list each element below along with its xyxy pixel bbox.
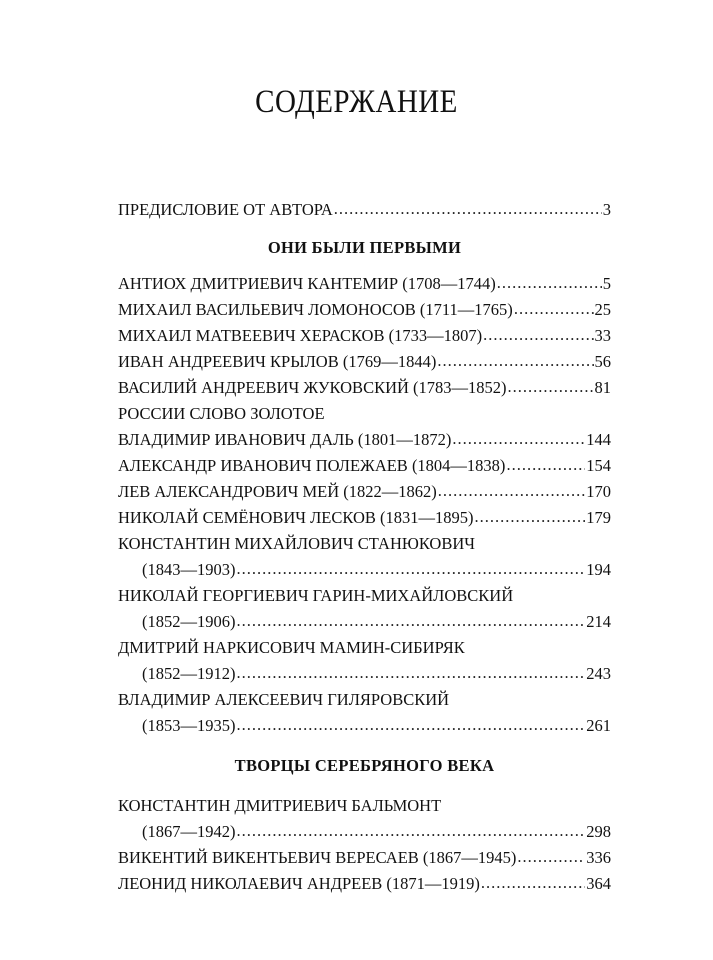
toc-entry[interactable] [118,375,611,401]
leader-dots [334,196,602,222]
page-title: СОДЕРЖАНИЕ [255,84,458,120]
toc-page-number: 81 [594,378,611,397]
leader-dots [481,870,585,896]
section-heading: ТВОРЦЫ СЕРЕБРЯНОГО ВЕКА [234,756,495,775]
toc-page-number: 243 [586,664,611,683]
section-heading-text: РОССИИ СЛОВО ЗОЛОТОЕ [118,404,325,423]
toc-page-number: 298 [586,822,611,841]
toc-page-number: 179 [586,508,611,527]
toc-entry-name: КОНСТАНТИН МИХАЙЛОВИЧ СТАНЮКОВИЧ [118,534,475,553]
leader-dots [237,608,586,634]
toc-page-number: 170 [586,482,611,501]
toc-entry-text: НИКОЛАЙ СЕМЁНОВИЧ ЛЕСКОВ (1831—1895) [118,508,474,527]
toc-entry[interactable] [118,871,611,897]
toc-entry-text: МИХАИЛ ВАСИЛЬЕВИЧ ЛОМОНОСОВ (1711—1765) [118,300,513,319]
toc-entry-text: АЛЕКСАНДР ИВАНОВИЧ ПОЛЕЖАЕВ (1804—1838) [118,456,506,475]
leader-dots [506,452,585,478]
leader-dots [237,660,586,686]
toc-page-number: 56 [594,352,611,371]
toc-entry[interactable] [118,427,611,453]
section-subheading [118,401,611,427]
toc-entry-text: (1843—1903) [142,560,236,579]
toc-entry[interactable] [118,479,611,505]
toc-entry-text: МИХАИЛ МАТВЕЕВИЧ ХЕРАСКОВ (1733—1807) [118,326,483,345]
toc-entry[interactable] [118,297,611,323]
leader-dots [497,270,602,296]
leader-dots [237,712,586,738]
toc-page-number: 154 [586,456,611,475]
toc-entry-text: АНТИОХ ДМИТРИЕВИЧ КАНТЕМИР (1708—1744) [118,274,496,293]
leader-dots [508,374,594,400]
toc-entry-text: ЛЕОНИД НИКОЛАЕВИЧ АНДРЕЕВ (1871—1919) [118,874,480,893]
toc-entry[interactable] [118,713,611,739]
toc-entry[interactable] [118,845,611,871]
toc-entry-name-line[interactable] [118,583,611,609]
toc-page-number: 261 [586,716,611,735]
toc-page-number: 194 [586,560,611,579]
toc-entry[interactable] [118,271,611,297]
section-heading: ОНИ БЫЛИ ПЕРВЫМИ [267,238,462,257]
toc-entry[interactable] [118,453,611,479]
toc-entry[interactable] [118,557,611,583]
toc-page-number: 5 [602,274,611,293]
leader-dots [452,426,585,452]
toc-entry-name: КОНСТАНТИН ДМИТРИЕВИЧ БАЛЬМОНТ [118,796,442,815]
table-of-contents [118,197,611,897]
toc-entry-text: (1852—1906) [142,612,236,631]
toc-entry[interactable] [118,505,611,531]
toc-entry-name: НИКОЛАЙ ГЕОРГИЕВИЧ ГАРИН-МИХАЙЛОВСКИЙ [118,586,514,605]
toc-page-number: 336 [586,848,611,867]
leader-dots [475,504,586,530]
toc-page-number: 214 [586,612,611,631]
toc-entry-name-line[interactable] [118,635,611,661]
toc-page-number: 33 [594,326,611,345]
toc-page-number: 364 [586,874,611,893]
toc-entry-text: ИВАН АНДРЕЕВИЧ КРЫЛОВ (1769—1844) [118,352,437,371]
toc-entry[interactable] [118,349,611,375]
toc-entry-text: ЛЕВ АЛЕКСАНДРОВИЧ МЕЙ (1822—1862) [118,482,437,501]
toc-page-number: 25 [594,300,611,319]
toc-entry-text: (1867—1942) [142,822,236,841]
toc-entry-text: (1853—1935) [142,716,236,735]
toc-entry-text: ПРЕДИСЛОВИЕ ОТ АВТОРА [118,200,333,219]
toc-page-number: 3 [602,200,611,219]
toc-entry-text: (1852—1912) [142,664,236,683]
toc-entry[interactable] [118,661,611,687]
leader-dots [438,478,585,504]
leader-dots [237,818,586,844]
toc-entry-name-line[interactable] [118,687,611,713]
leader-dots [237,556,586,582]
toc-entry-name: ДМИТРИЙ НАРКИСОВИЧ МАМИН-СИБИРЯК [118,638,465,657]
toc-entry-text: ВАСИЛИЙ АНДРЕЕВИЧ ЖУКОВСКИЙ (1783—1852) [118,378,507,397]
toc-entry-preface[interactable] [118,197,611,223]
leader-dots [514,296,594,322]
leader-dots [517,844,585,870]
toc-entry-text: ВИКЕНТИЙ ВИКЕНТЬЕВИЧ ВЕРЕСАЕВ (1867—1945) [118,848,517,867]
leader-dots [483,322,593,348]
leader-dots [437,348,593,374]
toc-entry[interactable] [118,819,611,845]
toc-entry-text: ВЛАДИМИР ИВАНОВИЧ ДАЛЬ (1801—1872) [118,430,452,449]
toc-page-number: 144 [586,430,611,449]
toc-entry-name-line[interactable] [118,531,611,557]
toc-entry-name: ВЛАДИМИР АЛЕКСЕЕВИЧ ГИЛЯРОВСКИЙ [118,690,450,709]
toc-entry[interactable] [118,609,611,635]
toc-entry[interactable] [118,323,611,349]
toc-entry-name-line[interactable] [118,793,611,819]
